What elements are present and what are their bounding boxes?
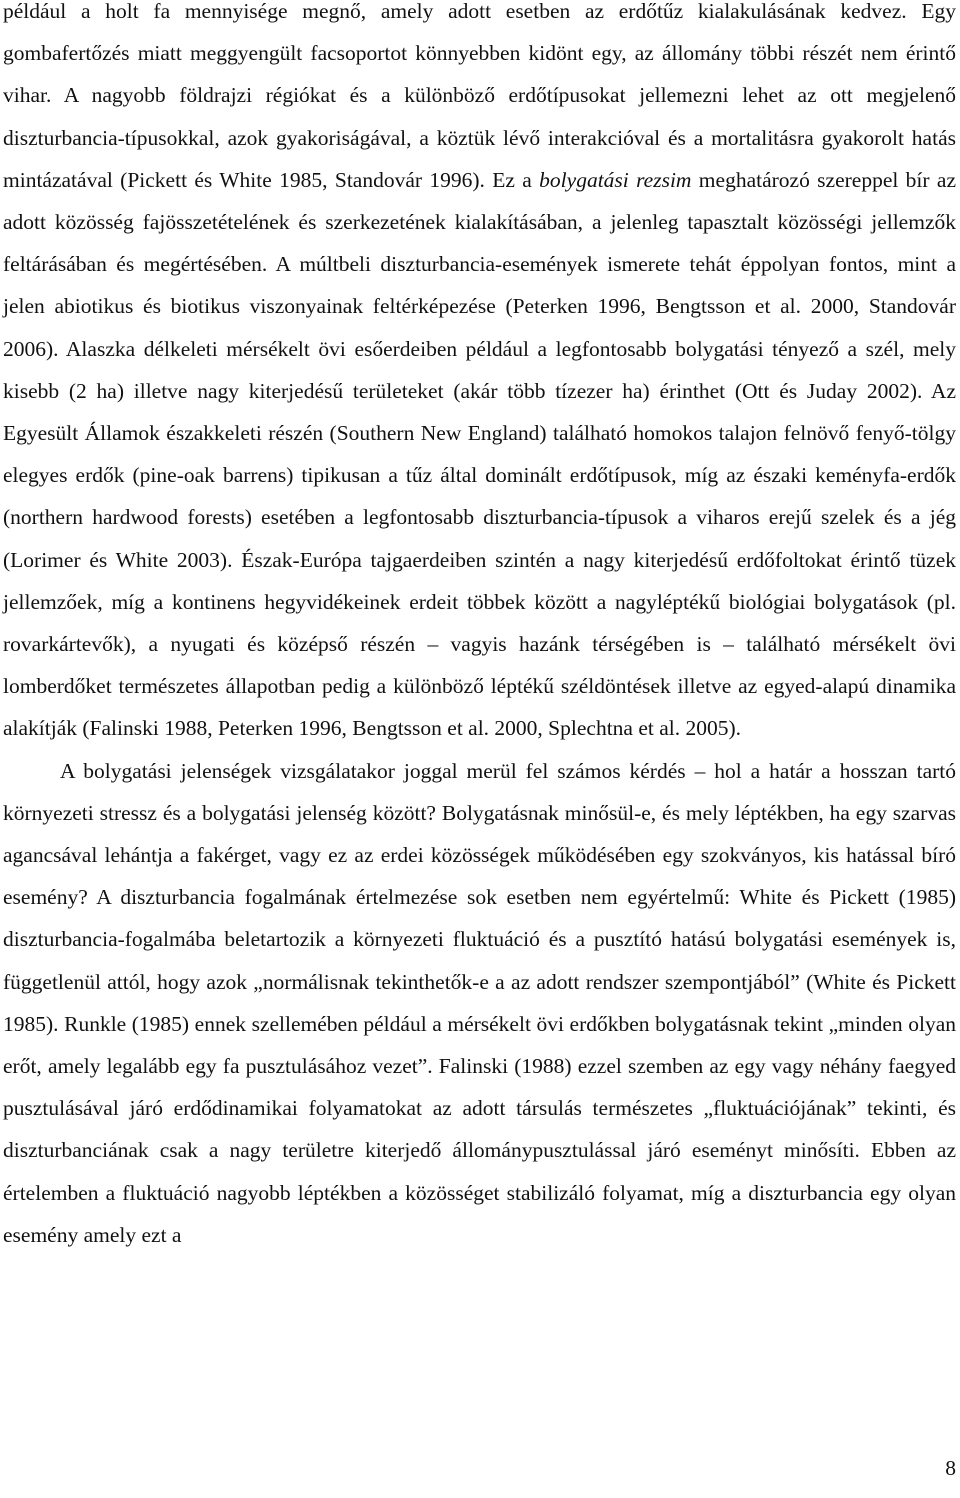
page-number: 8 xyxy=(945,1456,956,1480)
paragraph-disturbance-definitions: A bolygatási jelenségek vizsgálatakor joggal merül fel számos kérdés – hol a határ a hosszan tartó környezeti stressz és a bolygatási jelenség között? Bolygatásnak minősül-e, és mely léptékben, ha egy szarvas agancsával lehántja a fakérget, vagy ez az erdei közösségek működésében egy szokványos, kis hatással bíró esemény? A diszturbancia fogalmának értelmezése sok esetben nem egyértelmű: White és Pickett (1985) diszturbancia-fogalmába beletartozik a környezeti fluktuáció és a pusztító hatású bolygatási események is, függetlenül attól, hogy azok „normálisnak tekinthetők-e a az adott rendszer szempontjából” (White és Pickett 1985). Runkle (1985) ennek szellemében például a mérsékelt övi erdőkben bolygatásnak tekint „minden olyan erőt, amely legalább egy fa pusztulásához vezet”. Falinski (1988) ezzel szemben az egy vagy néhány faegyed pusztulásával járó erdődinamikai folyamatokat az adott társulás természetes „fluktuációjának” tekinti, és diszturbanciának csak a nagy területre kiterjedő állománypusztulással járó eseményt minősíti. Ebben az értelemben a fluktuáció nagyobb léptékben a közösséget stabilizáló folyamat, míg a diszturbancia egy olyan esemény amely ezt a xyxy=(3,758,956,1247)
italic-term: bolygatási rezsim xyxy=(539,167,692,192)
paragraph-text-end: meghatározó szereppel bír az adott közösség fajösszetételének és szerkezetének kialakításában, a jelenleg tapasztalt közösségi jellemzők feltárásában és megértésében. A múltbeli diszturbancia-események ismerete tehát éppolyan fontos, mint a jelen abiotikus és biotikus viszonyainak feltérképezése (Peterken 1996, Bengtsson et al. 2000, Standovár 2006). Alaszka délkeleti mérsékelt övi esőerdeiben például a legfontosabb bolygatási tényező a szél, mely kisebb (2 ha) illetve nagy kiterjedésű területeket (akár több tízezer ha) érinthet (Ott és Juday 2002). Az Egyesült Államok északkeleti részén (Southern New England) található homokos talajon felnövő fenyő-tölgy elegyes erdők (pine-oak barrens) tipikusan a tűz által dominált erdőtípusok, míg az északi keményfa-erdők (northern hardwood forests) esetében a legfontosabb diszturbancia-típusok a viharos erejű szelek és a jég (Lorimer és White 2003). Észak-Európa tajgaerdeiben szintén a nagy kiterjedésű erdőfoltokat érintő tüzek jellemzőek, míg a kontinens hegyvidékeinek erdeit többek között a nagyléptékű biológiai bolygatások (pl. rovarkártevők), a nyugati és középső részén – vagyis hazánk térségében is – található mérsékelt övi lomberdőket természetes állapotban pedig a különböző léptékű széldöntések illetve az egyed-alapú dinamika alakítják (Falinski 1988, Peterken 1996, Bengtsson et al. 2000, Splechtna et al. 2005). xyxy=(3,167,956,741)
paragraph-text-start: például a holt fa mennyisége megnő, amely adott esetben az erdőtűz kialakulásának kedvez. Egy gombafertőzés miatt meggyengült facsoportot könnyebben kidönt egy, az állomány többi részét nem érintő vihar. A nagyobb földrajzi régiókat és a különböző erdőtípusokat jellemezni lehet az ott megjelenő diszturbancia-típusokkal, azok gyakoriságával, a köztük lévő interakcióval és a mortalitásra gyakorolt hatás mintázatával (Pickett és White 1985, Standovár 1996). Ez a xyxy=(3,0,956,192)
paragraph-continued xyxy=(3,0,956,750)
